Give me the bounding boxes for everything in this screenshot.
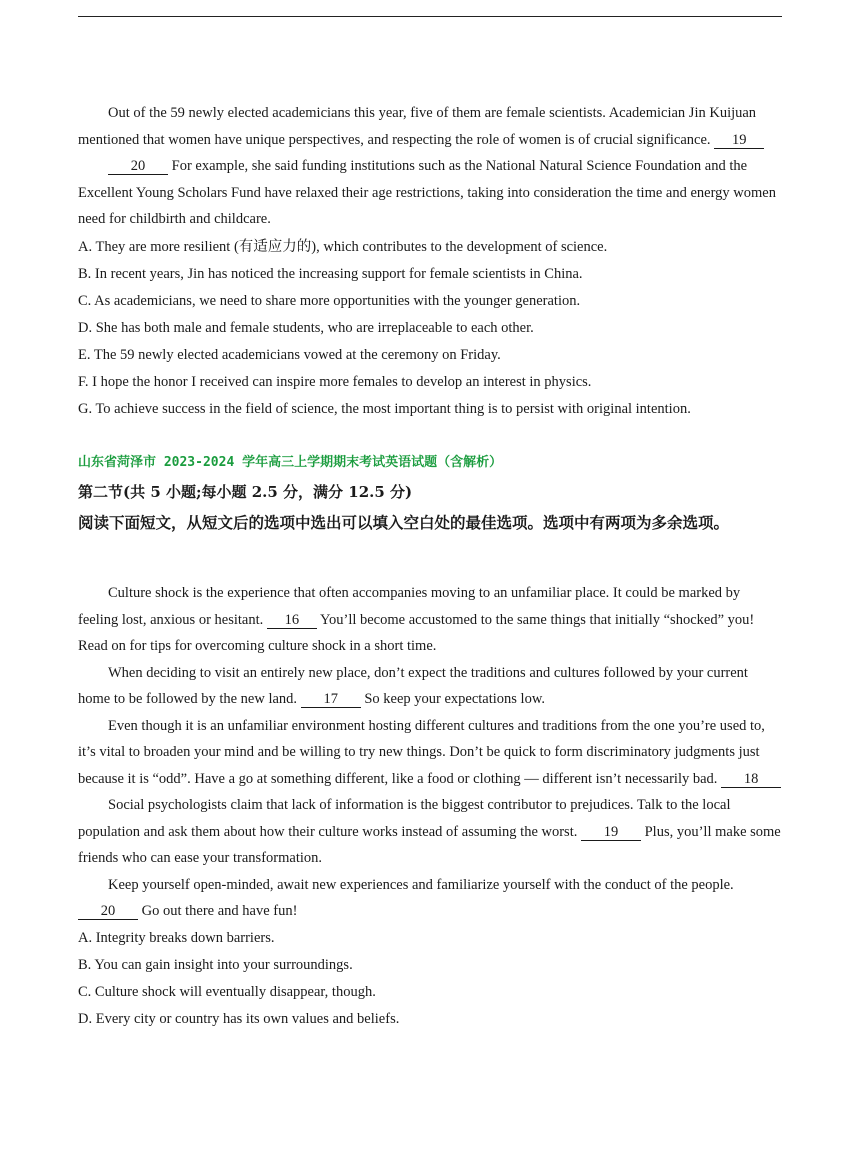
option-d: D. She has both male and female students, who are irreplaceable to each other. xyxy=(78,319,534,336)
header-rule xyxy=(78,16,782,17)
option-f: F. I hope the honor I received can inspire more females to develop an interest in physics. xyxy=(78,373,592,390)
passage-2-paragraph-2 xyxy=(78,660,782,713)
blank-16: 16 xyxy=(267,612,317,629)
option-c: C. As academicians, we need to share more opportunities with the younger generation. xyxy=(78,292,581,309)
option-b: B. You can gain insight into your surroundings. xyxy=(78,956,353,973)
blank-17: 17 xyxy=(301,691,361,708)
paragraph-text: Go out there and have fun! xyxy=(141,903,298,919)
passage-1-paragraph-2 xyxy=(78,153,782,233)
passage-2-options xyxy=(78,925,782,1033)
section-header xyxy=(78,450,782,538)
option-c: C. Culture shock will eventually disappear, though. xyxy=(78,983,376,1000)
blank-19: 19 xyxy=(714,132,764,149)
passage-2-paragraph-4 xyxy=(78,792,782,872)
paragraph-text: When deciding to visit an entirely new place, don’t expect the traditions and cultures followed by your current home to be followed by the new land. xyxy=(78,664,748,707)
passage-1-paragraph-1 xyxy=(78,100,782,153)
blank-19: 19 xyxy=(581,824,641,841)
option-d: D. Every city or country has its own values and beliefs. xyxy=(78,1010,400,1027)
option-g: G. To achieve success in the field of science, the most important thing is to persist with original intention. xyxy=(78,400,691,417)
paragraph-text: For example, she said funding institutions such as the National Natural Science Foundation and the Excellent Young Scholars Fund have relaxed their age restrictions, taking into consideration the time and energy women need for childbirth and childcare. xyxy=(78,158,776,227)
section-title: 第二节(共 5 小题;每小题 2.5 分，满分 12.5 分) xyxy=(78,483,413,501)
paragraph-text: Plus, you’ll make some friends who can ease your transformation. xyxy=(78,823,781,866)
option-e: E. The 59 newly elected academicians vowed at the ceremony on Friday. xyxy=(78,346,501,363)
paragraph-text: You’ll become accustomed to the same things that initially “shocked” you! Read on for tips for overcoming culture shock in a short time. xyxy=(78,611,755,654)
instructions: 阅读下面短文，从短文后的选项中选出可以填入空白处的最佳选项。选项中有两项为多余选项。 xyxy=(78,513,730,532)
paragraph-text: Out of the 59 newly elected academicians this year, five of them are female scientists. Academician Jin Kuijuan mentioned that women have unique perspectives, and respecting the role of women is of crucial significance. xyxy=(78,105,757,148)
blank-20: 20 xyxy=(78,903,138,920)
passage-2-paragraph-5 xyxy=(78,872,782,925)
passage-2-paragraph-1 xyxy=(78,580,782,660)
paragraph-text: Even though it is an unfamiliar environment hosting different cultures and traditions from the one you’re used to, it’s vital to broaden your mind and be willing to try new things. Don’t be quick to form discriminatory judgments just because it is “odd”. Have a go at something different, like a food or clothing — different isn’t necessarily bad. xyxy=(78,717,765,787)
option-a: A. They are more resilient (有适应力的), which contributes to the development of science. xyxy=(78,238,608,255)
paragraph-text: Culture shock is the experience that often accompanies moving to an unfamiliar place. It could be marked by feeling lost, anxious or hesitant. xyxy=(78,585,741,628)
paragraph-text: Social psychologists claim that lack of information is the biggest contributor to prejudices. Talk to the local population and ask them about how their culture works instead of assuming the worst. xyxy=(78,797,731,840)
passage-1 xyxy=(78,100,782,423)
paragraph-text: Keep yourself open-minded, await new experiences and familiarize yourself with the conduct of the people. xyxy=(108,876,734,893)
blank-18: 18 xyxy=(721,771,781,788)
blank-20: 20 xyxy=(108,158,168,175)
option-a: A. Integrity breaks down barriers. xyxy=(78,929,275,946)
passage-2-paragraph-3 xyxy=(78,713,782,793)
passage-1-options xyxy=(78,234,782,423)
option-b: B. In recent years, Jin has noticed the increasing support for female scientists in China. xyxy=(78,265,583,282)
passage-2 xyxy=(78,580,782,1033)
source-label: 山东省菏泽市 2023-2024 学年高三上学期期末考试英语试题（含解析） xyxy=(78,455,503,470)
paragraph-text: So keep your expectations low. xyxy=(364,691,545,707)
